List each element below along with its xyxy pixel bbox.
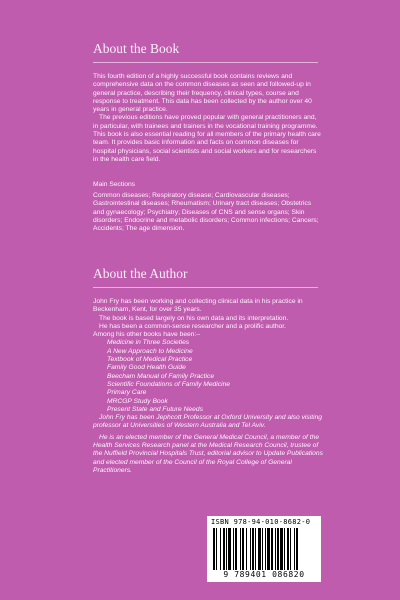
book-title: Present State and Future Needs: [107, 405, 203, 413]
about-author-heading: About the Author: [93, 266, 188, 281]
author-paragraph: John Fry has been Jephcott Professor at Oxford University and also visiting professor at Universities of Western Australia and Tel Aviv.: [93, 414, 323, 430]
books-intro: Among his other books have been:–: [93, 331, 201, 339]
about-author-text: [93, 298, 323, 475]
book-title: Beecham Manual of Family Practice: [107, 372, 215, 380]
main-sections-heading: Main Sections: [93, 181, 136, 188]
book-title: Textbook of Medical Practice: [107, 356, 193, 364]
barcode-icon: [213, 528, 315, 570]
book-title: Medicine in Three Societies: [107, 339, 190, 347]
author-paragraph: The book is based largely on his own data and its interpretation.: [99, 314, 289, 322]
main-sections-text: Common diseases; Respiratory disease; Cardiovascular diseases; Gastrointestinal diseases; Rheumatism; Urinary tract diseases; Obstetrics and gynaecology; Psychiatry; Diseases of CNS and sense organs; Skin disorders; Endocrine and metabolic disorders; Common infections; Cancers; Accidents; The age dimension.: [93, 192, 319, 233]
isbn-text: ISBN 978-94-010-8682-0: [211, 518, 311, 526]
book-title: Family Good Health Guide: [107, 364, 186, 372]
about-book-paragraph: The previous editions have proved popular with general practitioners and, in particular, with trainees and trainers in the vocational training programme. This book is also essential reading for all members of the primary health care team. It provides basic information and facts on common diseases for hospital physicians, social scientists and social workers and for researchers in the health care field.: [93, 114, 321, 163]
author-paragraph: He has been a common-sense researcher and a prolific author.: [99, 322, 286, 330]
book-title: MRCGP Study Book: [107, 397, 168, 405]
book-title: Primary Care: [107, 389, 147, 397]
book-title: Scientific Foundations of Family Medicine: [107, 380, 231, 388]
isbn-barcode: [207, 516, 321, 582]
books-list: [93, 339, 323, 414]
barcode-digits: 9 789401 086820: [223, 570, 305, 579]
book-title: A New Approach to Medicine: [107, 347, 193, 355]
author-paragraph: John Fry has been working and collecting clinical data in his practice in Beckenham, Kent, for over 35 years.: [93, 298, 303, 314]
author-paragraph: He is an elected member of the General Medical Council, a member of the Health Services Research panel at the Medical Research Council, trustee of the Nuffield Provincial Hospitals Trust, editorial advisor to Update Publications and elected member of the Council of the Royal College of General Practitioners.: [93, 433, 323, 474]
about-book-paragraph: This fourth edition of a highly successful book contains reviews and comprehensive data on the common diseases as seen and followed-up in general practice, describing their frequency, clinical types, course and response to treatment. This data has been collected by the author over 40 years in general practice.: [93, 73, 312, 114]
heading-rule: [93, 62, 318, 63]
heading-rule: [93, 287, 318, 288]
about-book-text: [93, 73, 323, 164]
about-book-heading: About the Book: [93, 41, 180, 56]
